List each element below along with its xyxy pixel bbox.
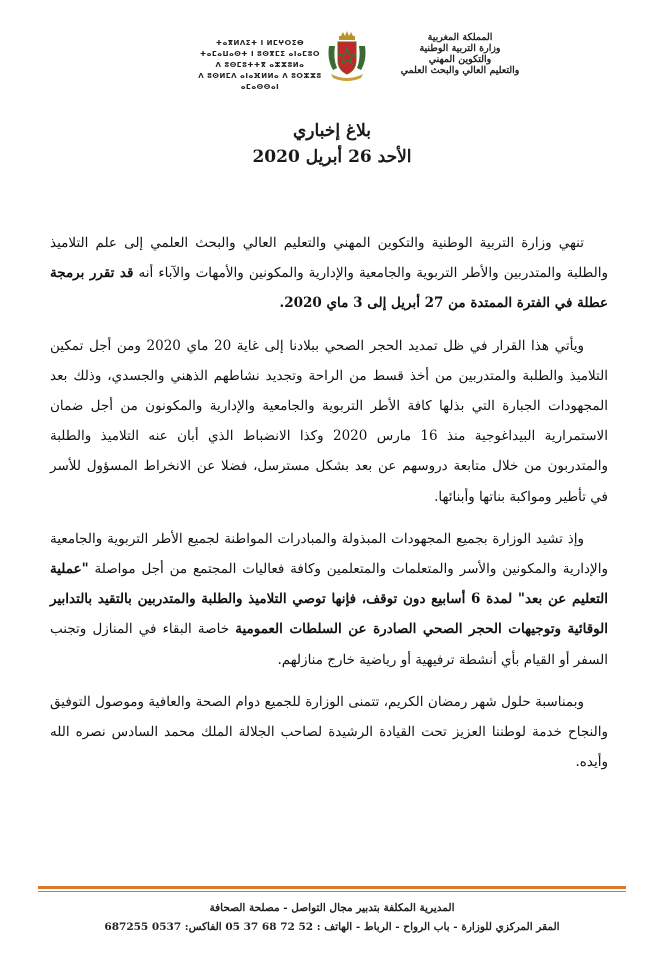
paragraph-3-text: وإذ تشيد الوزارة بجميع المجهودات المبذولة والمبادرات المواطنة لجميع الأطر التربوية والجامعية والإدارية والمكونين والأسر والمتعلمات والمتعلمين وكافة فعاليات المجتمع من أجل مواصلة xyxy=(50,530,608,578)
arabic-line: المملكة المغربية xyxy=(427,32,493,43)
royal-emblem-icon xyxy=(325,30,369,84)
paragraph-2: ويأتي هذا القرار في ظل تمديد الحجر الصحي ببلادنا إلى غاية 20 ماي 2020 ومن أجل تمكين التلاميذ والطلبة والمتدربين من أخذ قسط من الراحة وتجديد نشاطهم الذهني والجسدي، وذلك بعد المجهودات الجبارة التي بذلها كافة الأطر التربوية والجامعية والإدارية والمكونون من أجل ضمان الاستمرارية البيداغوجية منذ 16 مارس 2020 وكذا الانضباط الذي أبان عنه التلاميذ والطلبة والمتدربون من خلال متابعة دروسهم عن بعد بشكل مسترسل، فضلا عن الانخراط المسؤول للأسر في تأطير ومواكبة بناتها وأبنائها. xyxy=(50,337,608,505)
communique-body xyxy=(50,228,608,789)
document-date: الأحد 26 أبريل 2020 xyxy=(252,147,412,167)
tifinagh-line: ⵜⴰⴳⵍⴷⵉⵜ ⵏ ⵍⵎⵖⵔⵉⴱ xyxy=(215,39,305,47)
document-title: بلاغ إخباري xyxy=(293,121,371,141)
arabic-line: والتكوين المهني xyxy=(428,54,492,65)
paragraph-1-text: تنهي وزارة التربية الوطنية والتكوين المهني والتعليم العالي والبحث العلمي إلى علم التلاميذ والطلبة والمتدربين والأطر التربوية والجامعية والإدارية والمكونين والأمهات والآباء أنه xyxy=(50,235,608,282)
paragraph-1-emphasis: قد تقرر برمجة عطلة في الفترة الممتدة من 27 أبريل إلى 3 ماي 2020. xyxy=(50,265,608,312)
tifinagh-line: ⴷ ⵓⵙⵍⵎⴷ ⴰⵏⴰⴼⵍⵍⴰ ⴷ ⵓⵔⵣⵣⵓ ⴰⵎⴰⵙⵙⴰⵏ xyxy=(198,72,322,91)
arabic-line: والتعليم العالي والبحث العلمي xyxy=(400,65,520,76)
paragraph-1 xyxy=(50,228,608,319)
paragraph-3 xyxy=(50,524,608,675)
footer-department: المديرية المكلفة بتدبير مجال التواصل - مصلحة الصحافة xyxy=(209,902,455,914)
paragraph-3-emphasis: "عملية التعليم عن بعد" لمدة 6 أسابيع دون توقف، فإنها توصي التلاميذ والطلبة والمتدربين بالتقيد بالتدابير الوقائية وتوجيهات الحجر الصحي الصادرة عن السلطات العمومية xyxy=(50,561,609,638)
tifinagh-line: ⴷ ⵓⵙⵎⵓⵜⵜⴳ ⴰⵣⵣⵓⵍⴰ xyxy=(215,61,305,69)
paragraph-4: وبمناسبة حلول شهر رمضان الكريم، تتمنى الوزارة للجميع دوام الصحة والعافية وموصول التوفيق والنجاح خدمة لوطننا العزيز تحت القيادة الرشيدة لصاحب الجلالة الملك محمد السادس نصره الله وأيده. xyxy=(50,693,608,771)
footer-divider-thin xyxy=(38,891,626,892)
footer-divider xyxy=(38,886,626,889)
tifinagh-line: ⵜⴰⵎⴰⵡⴰⵙⵜ ⵏ ⵓⵙⴳⵎⵉ ⴰⵏⴰⵎⵓⵔ xyxy=(200,50,320,58)
footer xyxy=(0,880,664,960)
tifinagh-letterhead xyxy=(185,38,335,93)
arabic-letterhead xyxy=(395,32,525,76)
arabic-line: وزارة التربية الوطنية xyxy=(419,43,501,54)
letterhead xyxy=(0,18,664,98)
paragraph-3-tail: خاصة البقاء في المنازل وتجنب السفر أو القيام بأي أنشطة ترفيهية أو رياضية خارج منازلهم. xyxy=(50,621,608,668)
footer-address: المقر المركزي للوزارة - باب الرواح - الرباط - الهاتف : 52 72 68 37 05 الفاكس: 0537 687255 xyxy=(104,921,560,933)
title-block xyxy=(0,118,664,170)
